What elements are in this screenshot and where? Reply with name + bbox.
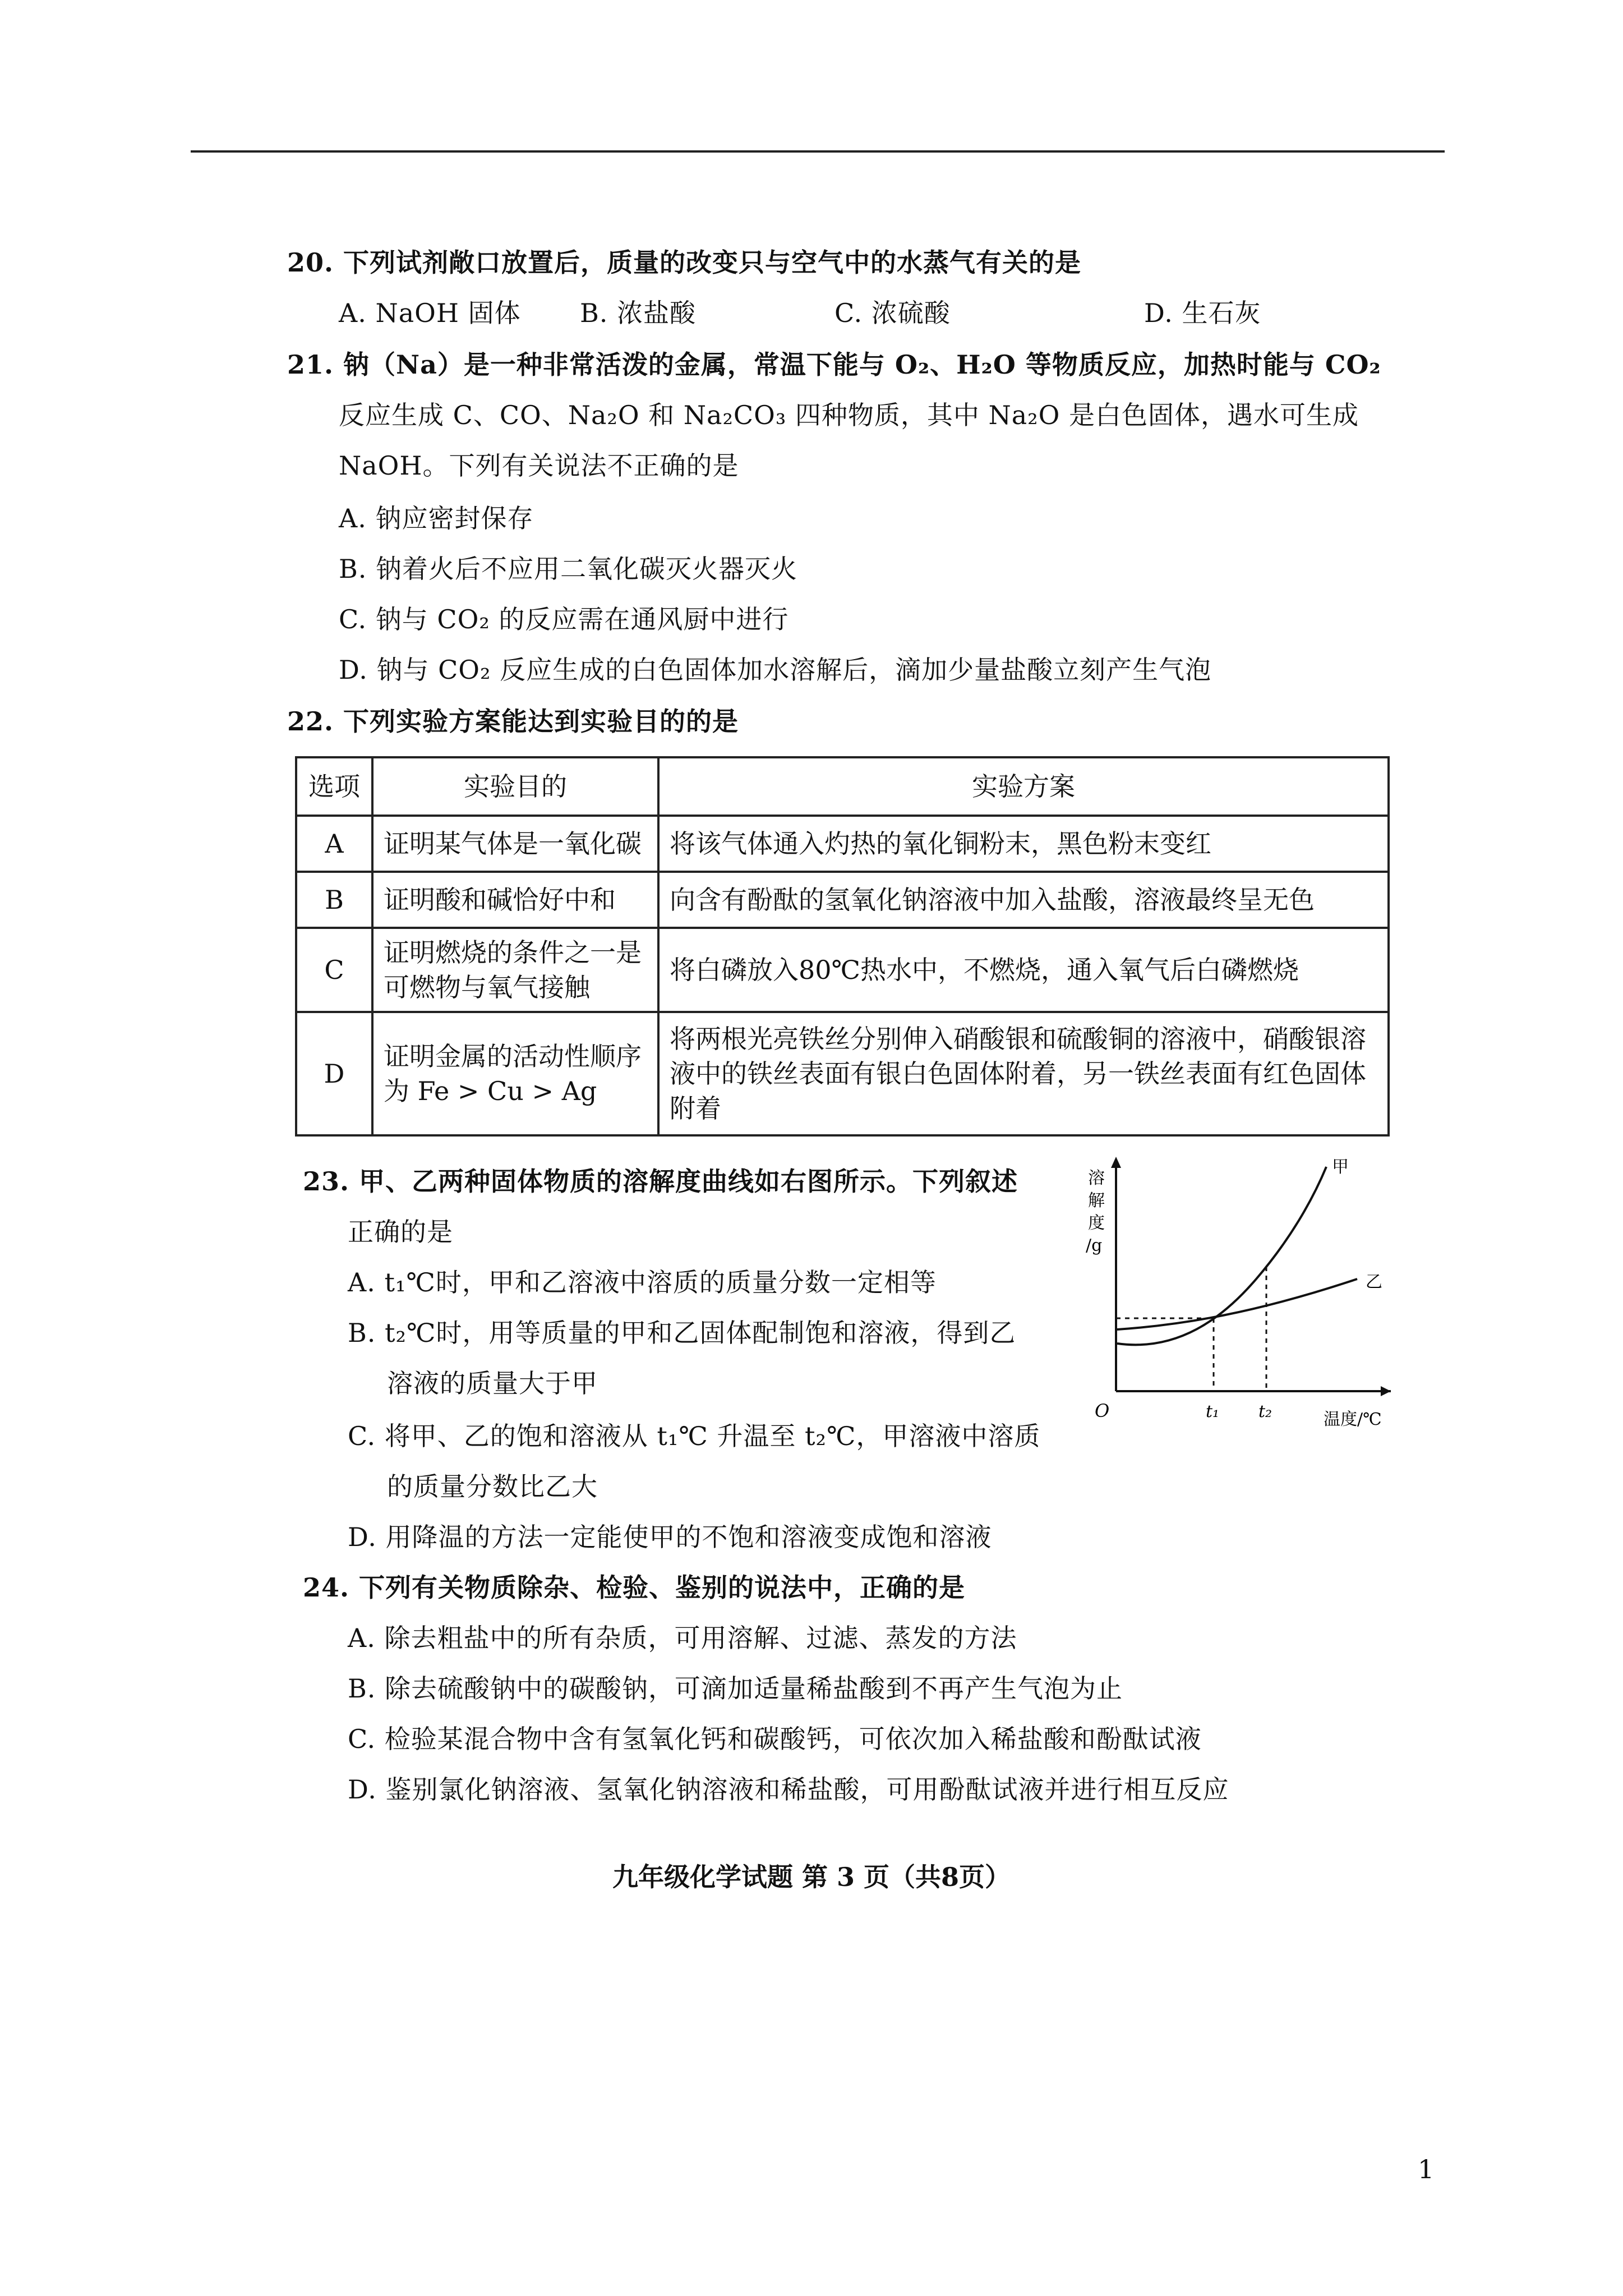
y-axis-label-1: 溶 — [1088, 1168, 1105, 1188]
y-axis-label-4: /g — [1086, 1236, 1103, 1255]
table-cell-plan: 向含有酚酞的氢氧化钠溶液中加入盐酸，溶液最终呈无色 — [658, 872, 1389, 928]
q21-option-a: A. 钠应密封保存 — [339, 503, 534, 533]
table-row — [296, 816, 1389, 872]
header-rule — [191, 150, 1445, 153]
table-cell-option: D — [296, 1012, 372, 1135]
table-header-row — [296, 757, 1389, 816]
table-header-option: 选项 — [296, 757, 372, 816]
q20-stem: 20. 下列试剂敞口放置后，质量的改变只与空气中的水蒸气有关的是 — [287, 247, 1082, 278]
q20-option-d: D. 生石灰 — [1144, 298, 1261, 328]
q21-option-b: B. 钠着火后不应用二氧化碳灭火器灭火 — [339, 554, 798, 584]
q22-stem: 22. 下列实验方案能达到实验目的的是 — [287, 706, 739, 737]
q21-option-c: C. 钠与 CO₂ 的反应需在通风厨中进行 — [339, 604, 789, 634]
curve-yi — [1117, 1279, 1357, 1329]
x-axis-label: 温度/℃ — [1324, 1410, 1382, 1429]
table-cell-plan: 将两根光亮铁丝分别伸入硝酸银和硫酸铜的溶液中，硝酸银溶液中的铁丝表面有银白色固体附着，另一铁丝表面有红色固体附着 — [658, 1012, 1389, 1135]
q24-option-d: D. 鉴别氯化钠溶液、氢氧化钠溶液和稀盐酸，可用酚酞试液并进行相互反应 — [348, 1774, 1229, 1805]
q23-option-a: A. t₁℃时，甲和乙溶液中溶质的质量分数一定相等 — [348, 1267, 937, 1297]
table-cell-option: B — [296, 872, 372, 928]
t2-label: t₂ — [1258, 1402, 1272, 1421]
table-cell-plan: 将该气体通入灼热的氧化铜粉末，黑色粉末变红 — [658, 816, 1389, 872]
q23-option-c-line2: 的质量分数比乙大 — [387, 1471, 598, 1502]
curve-jia — [1117, 1167, 1326, 1345]
y-axis-label-3: 度 — [1088, 1213, 1105, 1233]
solubility-curve-figure — [1054, 1150, 1413, 1464]
q23-option-b-line2: 溶液的质量大于甲 — [387, 1368, 598, 1398]
q23-option-d: D. 用降温的方法一定能使甲的不饱和溶液变成饱和溶液 — [348, 1522, 992, 1552]
origin-label: O — [1095, 1400, 1110, 1421]
curve-yi-label: 乙 — [1366, 1272, 1382, 1292]
table-header-aim: 实验目的 — [372, 757, 658, 816]
q24-option-b: B. 除去硫酸钠中的碳酸钠，可滴加适量稀盐酸到不再产生气泡为止 — [348, 1673, 1123, 1704]
q24-option-a: A. 除去粗盐中的所有杂质，可用溶解、过滤、蒸发的方法 — [348, 1623, 1017, 1653]
q23-stem-line2: 正确的是 — [348, 1217, 453, 1247]
q23-option-c-line1: C. 将甲、乙的饱和溶液从 t₁℃ 升温至 t₂℃，甲溶液中溶质 — [348, 1421, 1041, 1451]
q24-option-c: C. 检验某混合物中含有氢氧化钙和碳酸钙，可依次加入稀盐酸和酚酞试液 — [348, 1724, 1202, 1754]
q21-stem-line2: 反应生成 C、CO、Na₂O 和 Na₂CO₃ 四种物质，其中 Na₂O 是白色固体，遇水可生成 — [339, 400, 1359, 430]
t1-label: t₁ — [1206, 1402, 1220, 1421]
y-axis-arrow — [1111, 1157, 1121, 1168]
table-cell-plan: 将白磷放入80℃热水中，不燃烧，通入氧气后白磷燃烧 — [658, 928, 1389, 1012]
table-row — [296, 1012, 1389, 1135]
q20-option-c: C. 浓硫酸 — [834, 298, 951, 328]
y-axis-label-2: 解 — [1088, 1191, 1105, 1211]
table-row — [296, 928, 1389, 1012]
table-cell-aim: 证明酸和碱恰好中和 — [372, 872, 658, 928]
table-cell-aim: 证明金属的活动性顺序为 Fe > Cu > Ag — [372, 1012, 658, 1135]
table-cell-option: A — [296, 816, 372, 872]
curve-jia-label: 甲 — [1332, 1157, 1349, 1177]
q23-stem-line1: 23. 甲、乙两种固体物质的溶解度曲线如右图所示。下列叙述 — [303, 1166, 1018, 1197]
page-footer: 九年级化学试题 第 3 页（共8页） — [612, 1862, 1011, 1892]
q23-option-b-line1: B. t₂℃时，用等质量的甲和乙固体配制饱和溶液，得到乙 — [348, 1318, 1016, 1348]
q21-stem-line3: NaOH。下列有关说法不正确的是 — [339, 450, 739, 481]
x-axis-arrow — [1381, 1386, 1391, 1396]
table-cell-option: C — [296, 928, 372, 1012]
table-cell-aim: 证明某气体是一氧化碳 — [372, 816, 658, 872]
q24-stem: 24. 下列有关物质除杂、检验、鉴别的说法中，正确的是 — [303, 1572, 966, 1603]
table-cell-aim: 证明燃烧的条件之一是可燃物与氧气接触 — [372, 928, 658, 1012]
q21-option-d: D. 钠与 CO₂ 反应生成的白色固体加水溶解后，滴加少量盐酸立刻产生气泡 — [339, 655, 1212, 685]
page-number: 1 — [1418, 2154, 1435, 2184]
experiment-table — [295, 756, 1390, 1137]
q21-stem-line1: 21. 钠（Na）是一种非常活泼的金属，常温下能与 O₂、H₂O 等物质反应，加热时能与 CO₂ — [287, 349, 1381, 380]
table-row — [296, 872, 1389, 928]
q20-option-b: B. 浓盐酸 — [580, 298, 697, 328]
q20-option-a: A. NaOH 固体 — [339, 298, 521, 328]
table-header-plan: 实验方案 — [658, 757, 1389, 816]
